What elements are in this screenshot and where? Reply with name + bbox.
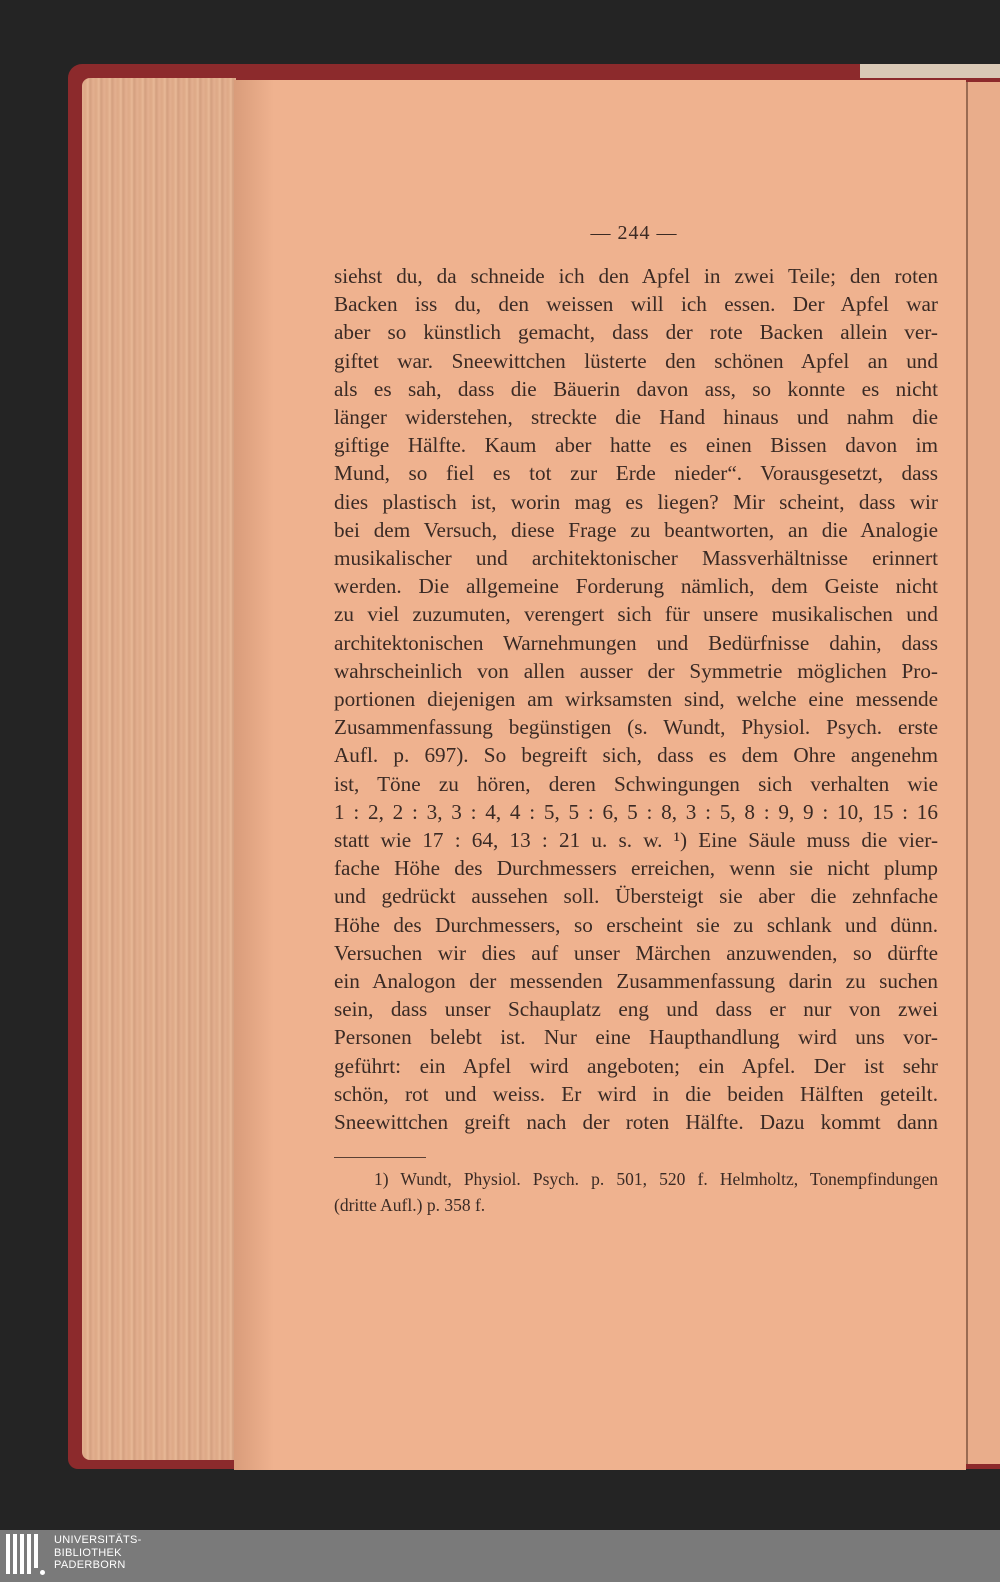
opposite-page-edge	[966, 82, 1000, 1464]
library-logo-text	[54, 1534, 142, 1572]
text-line: giftet war. Sneewittchen lüsterte den schönen Apfel an und	[334, 348, 938, 373]
text-line: aber so künstlich gemacht, dass der rote Backen allein ver-	[334, 320, 938, 345]
text-line: Sneewittchen greift nach der roten Hälfte. Dazu kommt dann	[334, 1110, 938, 1135]
footnote-line: (dritte Aufl.) p. 358 f.	[334, 1195, 486, 1215]
footnote	[334, 1166, 938, 1218]
text-line: ist, Töne zu hören, deren Schwingungen sich verhalten wie	[334, 771, 938, 796]
text-line: Personen belebt ist. Nur eine Haupthandlung wird uns vor-	[334, 1025, 938, 1050]
page-gutter-shadow	[234, 80, 274, 1470]
text-line: portionen diejenigen am wirksamsten sind, welche eine messende	[334, 687, 938, 712]
text-line: siehst du, da schneide ich den Apfel in zwei Teile; den roten	[334, 264, 938, 288]
text-line: bei dem Versuch, diese Frage zu beantworten, an die Analogie	[334, 517, 938, 542]
text-line: und gedrückt aussehen soll. Übersteigt sie aber die zehnfache	[334, 884, 938, 909]
text-line: Höhe des Durchmessers, so erscheint sie zu schlank und dünn.	[334, 912, 938, 937]
text-line: giftige Hälfte. Kaum aber hatte es einen Bissen davon im	[334, 433, 938, 458]
text-line: Versuchen wir dies auf unser Märchen anzuwenden, so dürfte	[334, 940, 938, 965]
text-line: 1 : 2, 2 : 3, 3 : 4, 4 : 5, 5 : 6, 5 : 8, 3 : 5, 8 : 9, 9 : 10, 15 : 16	[334, 799, 938, 824]
text-line: schön, rot und weiss. Er wird in die beiden Hälften geteilt.	[334, 1081, 938, 1106]
library-logo-line: BIBLIOTHEK	[54, 1546, 122, 1559]
text-line: sein, dass unser Schauplatz eng und dass er nur von zwei	[334, 997, 938, 1022]
text-line: länger widerstehen, streckte die Hand hinaus und nahm die	[334, 405, 938, 430]
text-line: zu viel zuzumuten, verengert sich für unsere musikalischen und	[334, 602, 938, 627]
library-footer-bar	[0, 1530, 1000, 1582]
text-line: statt wie 17 : 64, 13 : 21 u. s. w. ¹) Eine Säule muss die vier-	[334, 828, 938, 853]
text-line: Backen iss du, den weissen will ich essen. Der Apfel war	[334, 292, 938, 317]
text-line: geführt: ein Apfel wird angeboten; ein Apfel. Der ist sehr	[334, 1053, 938, 1078]
body-text	[334, 262, 938, 1136]
text-line: ein Analogon der messenden Zusammenfassung darin zu suchen	[334, 969, 938, 994]
text-line: als es sah, dass die Bäuerin davon ass, so konnte es nicht	[334, 376, 938, 401]
library-logo-icon	[6, 1534, 46, 1578]
text-line: Aufl. p. 697). So begreift sich, dass es dem Ohre angenehm	[334, 743, 938, 768]
footnote-rule	[334, 1157, 426, 1158]
library-logo-line: PADERBORN	[54, 1559, 126, 1571]
library-logo-line: UNIVERSITÄTS-	[54, 1534, 142, 1546]
text-line: musikalischer und architektonischer Massverhältnisse erinnert	[334, 546, 938, 571]
text-line: dies plastisch ist, worin mag es liegen? Mir scheint, dass wir	[334, 489, 938, 514]
cover-edge	[860, 64, 1000, 78]
text-line: architektonischen Warnehmungen und Bedürfnisse dahin, dass	[334, 630, 938, 655]
text-line: fache Höhe des Durchmessers erreichen, wenn sie nicht plump	[334, 856, 938, 881]
page-number: — 244 —	[590, 222, 678, 244]
text-line: Zusammenfassung begünstigen (s. Wundt, Physiol. Psych. erste	[334, 715, 938, 740]
text-line: wahrscheinlich von allen ausser der Symmetrie möglichen Pro-	[334, 658, 938, 683]
footnote-line: 1) Wundt, Physiol. Psych. p. 501, 520 f. Helmholtz, Tonempfindungen	[374, 1169, 938, 1189]
page-stack-edge	[82, 78, 236, 1460]
text-line: Mund, so fiel es tot zur Erde nieder“. Vorausgesetzt, dass	[334, 461, 938, 486]
text-line: werden. Die allgemeine Forderung nämlich, dem Geiste nicht	[334, 574, 938, 599]
